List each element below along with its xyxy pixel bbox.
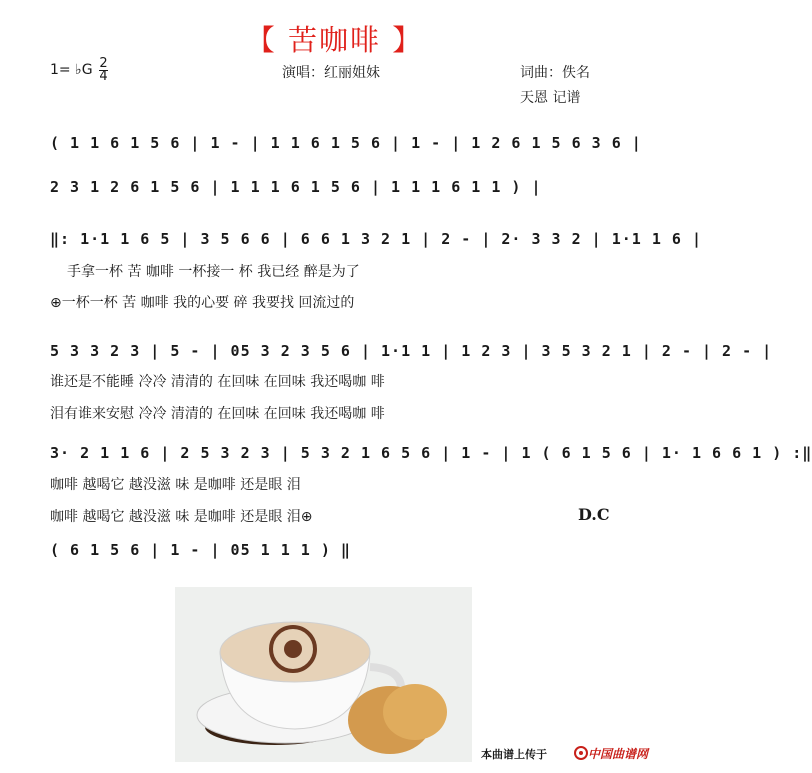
coffee-cup-illustration	[175, 587, 472, 762]
lyric-line-3b-text: 咖啡 越喝它 越没滋 味 是咖啡 还是眼 泪	[50, 509, 301, 525]
lyric-line-1b-text: 一杯一杯 苦 咖啡 我的心要 碎 我要找 回流过的	[61, 295, 355, 311]
score-line-4: 5 3 3 2 3 | 5 - | 05 3 2 3 5 6 | 1·1 1 | 1 2 3 | 3 5 3 2 1 | 2 - | 2 - |	[50, 342, 773, 360]
lyric-line-2b: 泪有谁来安慰 冷冷 清清的 在回味 在回味 我还喝咖 啡	[50, 406, 385, 422]
coda-icon: ⊕	[300, 509, 313, 525]
coda-icon: ⊕	[50, 295, 62, 311]
transcriber-credit: 天恩 记谱	[520, 90, 581, 106]
site-logo-icon	[574, 745, 588, 759]
upload-note: 本曲谱上传于	[481, 748, 547, 761]
score-line-6: ( 6 1 5 6 | 1 - | 05 1 1 1 ) ‖	[50, 541, 351, 559]
coffee-cup-photo	[175, 587, 472, 762]
lyricist-credit: 词曲：佚名	[520, 65, 590, 81]
singer-credit: 演唱：红丽姐妹	[282, 65, 380, 81]
dc-mark: D.C	[578, 505, 610, 524]
page-title: 【 苦咖啡 】	[245, 23, 424, 57]
lyric-line-2a: 谁还是不能睡 冷冷 清清的 在回味 在回味 我还喝咖 啡	[50, 374, 385, 390]
score-line-2: 2 3 1 2 6 1 5 6 | 1 1 1 6 1 5 6 | 1 1 1 6 1 1 ) |	[50, 178, 542, 196]
time-sig-top: 2	[99, 56, 108, 71]
score-line-3: ‖: 1·1 1 6 5 | 3 5 6 6 | 6 6 1 3 2 1 | 2 - | 2· 3 3 2 | 1·1 1 6 |	[50, 230, 702, 248]
lyric-line-3a: 咖啡 越喝它 越没滋 味 是咖啡 还是眼 泪	[50, 477, 301, 493]
key-signature: 1= ♭G	[50, 62, 93, 78]
lyric-line-3b	[50, 506, 312, 526]
score-line-5: 3· 2 1 1 6 | 2 5 3 2 3 | 5 3 2 1 6 5 6 | 1 - | 1 ( 6 1 5 6 | 1· 1 6 6 1 ) :‖	[50, 444, 812, 462]
lyric-line-1a: 手拿一杯 苦 咖啡 一杯接一 杯 我已经 醉是为了	[67, 264, 360, 280]
time-sig-bottom: 4	[99, 69, 108, 84]
time-signature	[99, 58, 108, 82]
score-line-1: ( 1 1 6 1 5 6 | 1 - | 1 1 6 1 5 6 | 1 - | 1 2 6 1 5 6 3 6 |	[50, 134, 642, 152]
lyric-line-1b	[50, 292, 354, 312]
site-name: 中国曲谱网	[588, 747, 649, 761]
